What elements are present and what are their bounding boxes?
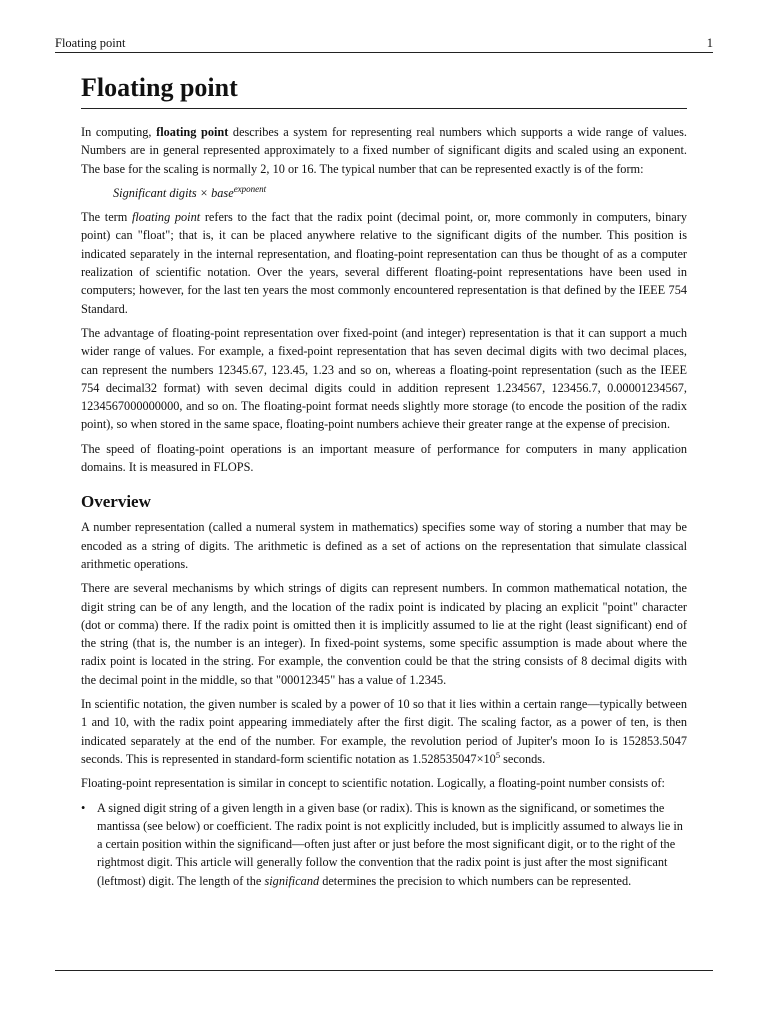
text-run: seconds. — [500, 751, 546, 766]
page-title: Floating point — [81, 70, 687, 109]
bullet-icon: • — [81, 800, 86, 815]
italic-term: significand — [264, 873, 320, 888]
text-run: A signed digit string of a given length in a given base (or radix). This is known as the significand, or sometimes the mantissa (see below) or coefficient. The radix point is not explicitly included, but is implicitly assumed to always lie in a certain position within the significand—often just after or just before the most significant digit, or to the right of the rightmost digit. This article will generally follow the convention that the radix point is just after the most significant (leftmost) digit. The length of the — [97, 800, 683, 888]
overview-paragraph-1: A number representation (called a numeral system in mathematics) specifies some way of storing a number that may be encoded as a string of digits. The arithmetic is defined as a set of actions on the representation that simulate classical arithmetic operations. — [81, 520, 687, 571]
intro-paragraph-2 — [81, 208, 687, 318]
text-run: In scientific notation, the given number is scaled by a power of 10 so that it lies within a certain range—typically between 1 and 10, with the radix point appearing immediately after the first digit. The scaling factor, as a power of ten, is then indicated separately at the end of the number. For example, the revolution period of Jupiter's moon Io is 152853.5047 seconds. This is represented in standard-form scientific notation as 1.528535047×10 — [81, 697, 687, 766]
superscript: 5 — [495, 749, 501, 760]
formula — [113, 184, 687, 202]
text-run: The term — [81, 210, 132, 225]
running-title: Floating point — [55, 36, 126, 50]
formula-exponent: exponent — [233, 183, 267, 194]
intro-paragraph-4: The speed of floating-point operations is an important measure of performance for computers in many application domains. It is measured in FLOPS. — [81, 441, 687, 475]
text-run: In computing, — [81, 125, 157, 139]
bold-term: floating point — [156, 125, 229, 139]
intro-paragraph-1 — [81, 123, 687, 178]
footer-rule — [55, 970, 713, 971]
list-item — [81, 799, 687, 890]
intro-paragraph-3: The advantage of floating-point representation over fixed-point (and integer) representation is that it can support a much wider range of values. For example, a fixed-point representation that has seven decimal digits with two decimal places, can represent the numbers 12345.67, 123.45, 1.23 and so on, whereas a floating-point representation (such as the IEEE 754 decimal32 format) with seven decimal digits could in addition represent 1.234567, 123456.7, 0.00001234567, 1234567000000000, and so on. The floating-point format needs slightly more storage (to encode the position of the radix point), so when stored in the same space, floating-point numbers achieve their greater range at the expense of precision. — [81, 325, 687, 432]
text-run: determines the precision to which numbers can be represented. — [319, 873, 632, 888]
text-run: describes a system for representing real numbers which supports a wide range of values. Numbers are in general represented approximately to a fixed number of significant digits and scaled using an exponent. The base for the scaling is normally 2, 10 or 16. The typical number that can be represented exactly is of the form: — [81, 125, 687, 176]
page-number: 1 — [706, 36, 713, 50]
italic-term: floating point — [131, 210, 201, 225]
formula-main: Significant digits × base — [113, 185, 234, 200]
section-heading-overview: Overview — [81, 492, 151, 512]
article-body — [81, 70, 687, 890]
overview-paragraph-4: Floating-point representation is similar in concept to scientific notation. Logically, a floating-point number consists of: — [81, 776, 665, 791]
bullet-list — [81, 799, 687, 890]
text-run: refers to the fact that the radix point (decimal point, or, more commonly in computers, binary point) can "float"; that is, it can be placed anywhere relative to the significant digits of the number. This position is indicated separately in the internal representation, and floating-point representation can thus be thought of as a computer realization of scientific notation. Over the years, several different floating-point representations have been used in computers; however, for the last ten years the most commonly encountered representation is that defined by the IEEE 754 Standard. — [81, 210, 687, 316]
overview-paragraph-3 — [81, 695, 687, 768]
overview-paragraph-2: There are several mechanisms by which strings of digits can represent numbers. In common mathematical notation, the digit string can be of any length, and the location of the radix point is indicated by placing an explicit "point" character (dot or comma) there. If the radix point is omitted then it is implicitly assumed to lie at the right (least significant) end of the string (that is, the number is an integer). In fixed-point systems, some specific assumption is made about where the radix point is located in the string. For example, the convention could be that the string consists of 8 decimal digits with the decimal point in the middle, so that "00012345" has a value of 1.2345. — [81, 581, 687, 687]
running-header — [55, 36, 713, 53]
